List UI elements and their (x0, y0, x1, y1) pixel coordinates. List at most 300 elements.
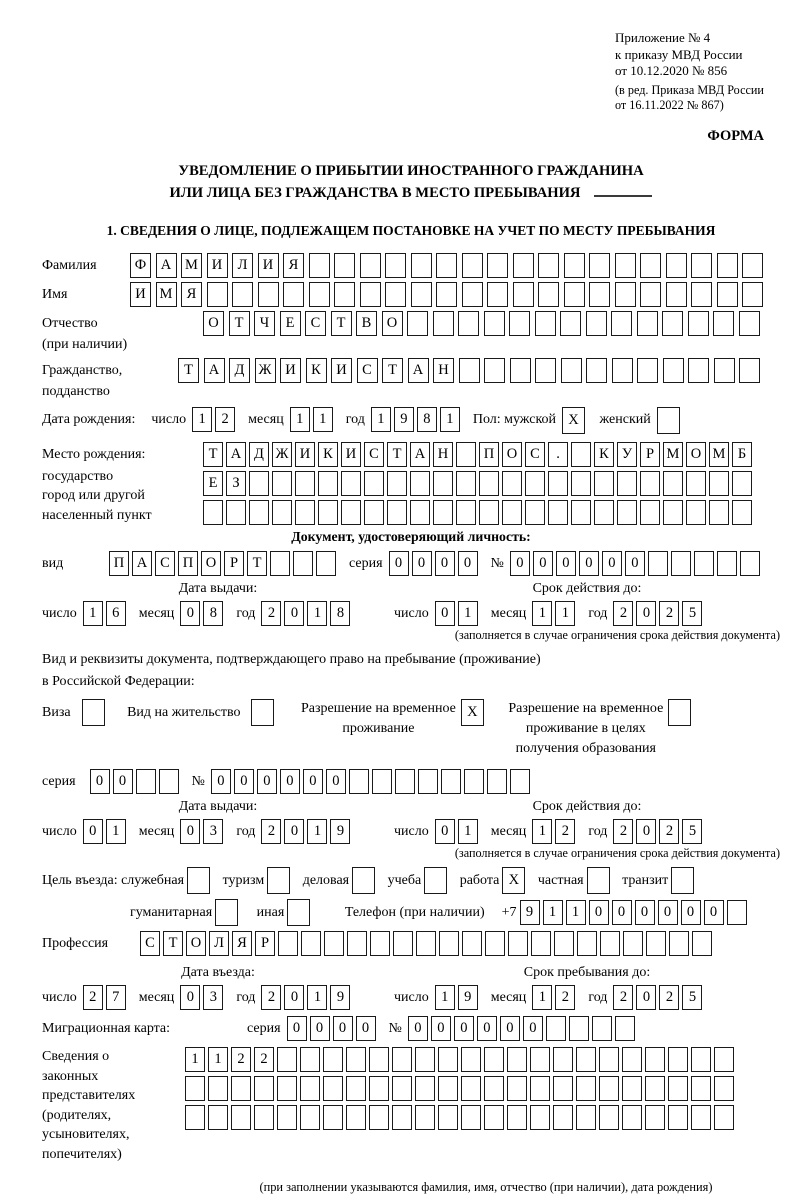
char-cell[interactable] (436, 282, 457, 307)
char-cell[interactable] (637, 311, 658, 336)
char-cell[interactable]: Д (229, 358, 250, 383)
char-cell[interactable]: 0 (533, 551, 553, 576)
char-cell[interactable] (203, 500, 223, 525)
char-cell[interactable] (739, 311, 760, 336)
char-cell[interactable]: 1 (566, 900, 586, 925)
char-cell[interactable]: Л (232, 253, 253, 278)
char-cell[interactable] (510, 358, 531, 383)
char-cell[interactable]: И (130, 282, 151, 307)
char-cell[interactable]: 3 (203, 985, 223, 1010)
char-cell[interactable]: П (178, 551, 198, 576)
char-cell[interactable]: С (364, 442, 384, 467)
char-cell[interactable] (410, 500, 430, 525)
char-cell[interactable]: Ж (272, 442, 292, 467)
char-cell[interactable]: 0 (310, 1016, 330, 1041)
char-cell[interactable] (436, 253, 457, 278)
char-cell[interactable] (576, 1047, 596, 1072)
char-cell[interactable] (671, 867, 694, 894)
char-cell[interactable] (668, 1047, 688, 1072)
char-cell[interactable]: О (186, 931, 206, 956)
char-cell[interactable] (622, 1047, 642, 1072)
char-cell[interactable] (589, 282, 610, 307)
char-cell[interactable] (576, 1076, 596, 1101)
char-cell[interactable]: И (331, 358, 352, 383)
char-cell[interactable] (283, 282, 304, 307)
char-cell[interactable]: 0 (356, 1016, 376, 1041)
char-cell[interactable] (484, 1105, 504, 1130)
char-cell[interactable] (727, 900, 747, 925)
char-cell[interactable]: 2 (254, 1047, 274, 1072)
char-cell[interactable] (560, 311, 581, 336)
char-cell[interactable]: В (356, 311, 377, 336)
char-cell[interactable] (461, 1105, 481, 1130)
char-cell[interactable] (538, 253, 559, 278)
char-cell[interactable] (484, 1047, 504, 1072)
char-cell[interactable]: 0 (389, 551, 409, 576)
char-cell[interactable] (415, 1105, 435, 1130)
char-cell[interactable] (185, 1105, 205, 1130)
char-cell[interactable] (433, 471, 453, 496)
char-cell[interactable]: 1 (543, 900, 563, 925)
char-cell[interactable] (717, 282, 738, 307)
char-cell[interactable]: 1 (458, 819, 478, 844)
char-cell[interactable] (411, 282, 432, 307)
char-cell[interactable] (300, 1105, 320, 1130)
char-cell[interactable]: 0 (612, 900, 632, 925)
char-cell[interactable]: 0 (602, 551, 622, 576)
char-cell[interactable] (592, 1016, 612, 1041)
char-cell[interactable] (254, 1076, 274, 1101)
char-cell[interactable] (487, 253, 508, 278)
char-cell[interactable]: 0 (234, 769, 254, 794)
char-cell[interactable] (594, 500, 614, 525)
char-cell[interactable] (387, 471, 407, 496)
char-cell[interactable]: Т (382, 358, 403, 383)
char-cell[interactable] (270, 551, 290, 576)
char-cell[interactable] (640, 471, 660, 496)
char-cell[interactable]: 2 (613, 601, 633, 626)
char-cell[interactable]: 1 (435, 985, 455, 1010)
char-cell[interactable]: Ч (254, 311, 275, 336)
char-cell[interactable] (617, 471, 637, 496)
char-cell[interactable] (385, 282, 406, 307)
char-cell[interactable]: 2 (659, 985, 679, 1010)
char-cell[interactable]: И (258, 253, 279, 278)
char-cell[interactable] (530, 1105, 550, 1130)
char-cell[interactable]: С (155, 551, 175, 576)
char-cell[interactable] (510, 769, 530, 794)
char-cell[interactable] (208, 1076, 228, 1101)
char-cell[interactable] (458, 311, 479, 336)
char-cell[interactable]: К (306, 358, 327, 383)
char-cell[interactable]: Т (163, 931, 183, 956)
char-cell[interactable] (717, 253, 738, 278)
char-cell[interactable] (548, 500, 568, 525)
char-cell[interactable]: 2 (613, 819, 633, 844)
char-cell[interactable]: 1 (458, 601, 478, 626)
char-cell[interactable] (323, 1105, 343, 1130)
char-cell[interactable]: 2 (261, 601, 281, 626)
char-cell[interactable] (691, 253, 712, 278)
char-cell[interactable]: А (226, 442, 246, 467)
char-cell[interactable] (714, 1105, 734, 1130)
char-cell[interactable]: 2 (83, 985, 103, 1010)
char-cell[interactable] (525, 500, 545, 525)
char-cell[interactable] (392, 1047, 412, 1072)
char-cell[interactable] (530, 1076, 550, 1101)
char-cell[interactable] (611, 311, 632, 336)
char-cell[interactable]: 3 (203, 819, 223, 844)
char-cell[interactable]: 9 (520, 900, 540, 925)
char-cell[interactable] (341, 500, 361, 525)
char-cell[interactable] (714, 1047, 734, 1072)
char-cell[interactable]: М (663, 442, 683, 467)
char-cell[interactable] (277, 1076, 297, 1101)
char-cell[interactable] (600, 931, 620, 956)
char-cell[interactable] (553, 1047, 573, 1072)
char-cell[interactable] (531, 931, 551, 956)
char-cell[interactable] (287, 899, 310, 926)
char-cell[interactable]: О (382, 311, 403, 336)
char-cell[interactable]: О (201, 551, 221, 576)
char-cell[interactable] (507, 1047, 527, 1072)
char-cell[interactable]: 0 (635, 900, 655, 925)
char-cell[interactable]: С (140, 931, 160, 956)
char-cell[interactable]: Е (203, 471, 223, 496)
char-cell[interactable] (393, 931, 413, 956)
char-cell[interactable] (554, 931, 574, 956)
char-cell[interactable] (462, 253, 483, 278)
char-cell[interactable] (732, 471, 752, 496)
char-cell[interactable]: 0 (579, 551, 599, 576)
char-cell[interactable] (300, 1047, 320, 1072)
char-cell[interactable]: Т (178, 358, 199, 383)
char-cell[interactable] (462, 931, 482, 956)
char-cell[interactable]: А (410, 442, 430, 467)
char-cell[interactable]: Р (224, 551, 244, 576)
char-cell[interactable]: 2 (659, 819, 679, 844)
char-cell[interactable] (418, 769, 438, 794)
char-cell[interactable] (691, 282, 712, 307)
char-cell[interactable]: 0 (431, 1016, 451, 1041)
char-cell[interactable] (599, 1047, 619, 1072)
char-cell[interactable] (615, 1016, 635, 1041)
char-cell[interactable]: 0 (287, 1016, 307, 1041)
char-cell[interactable] (272, 471, 292, 496)
char-cell[interactable] (577, 931, 597, 956)
char-cell[interactable]: 0 (408, 1016, 428, 1041)
char-cell[interactable] (347, 931, 367, 956)
char-cell[interactable]: 5 (682, 985, 702, 1010)
char-cell[interactable] (546, 1016, 566, 1041)
char-cell[interactable] (438, 1105, 458, 1130)
char-cell[interactable] (395, 769, 415, 794)
char-cell[interactable]: 2 (215, 407, 235, 432)
char-cell[interactable] (456, 500, 476, 525)
char-cell[interactable] (484, 1076, 504, 1101)
char-cell[interactable]: С (525, 442, 545, 467)
char-cell[interactable]: 0 (458, 551, 478, 576)
char-cell[interactable]: 8 (417, 407, 437, 432)
char-cell[interactable]: 0 (180, 601, 200, 626)
char-cell[interactable]: 7 (106, 985, 126, 1010)
char-cell[interactable] (663, 358, 684, 383)
char-cell[interactable]: 0 (477, 1016, 497, 1041)
char-cell[interactable]: 1 (555, 601, 575, 626)
char-cell[interactable]: Л (209, 931, 229, 956)
char-cell[interactable] (441, 769, 461, 794)
char-cell[interactable]: 5 (682, 601, 702, 626)
char-cell[interactable] (686, 471, 706, 496)
char-cell[interactable] (688, 358, 709, 383)
char-cell[interactable] (136, 769, 156, 794)
char-cell[interactable]: 0 (284, 819, 304, 844)
char-cell[interactable] (586, 311, 607, 336)
char-cell[interactable]: Р (255, 931, 275, 956)
char-cell[interactable]: 8 (330, 601, 350, 626)
char-cell[interactable] (668, 699, 691, 726)
char-cell[interactable] (424, 867, 447, 894)
char-cell[interactable] (645, 1105, 665, 1130)
char-cell[interactable] (692, 931, 712, 956)
char-cell[interactable] (509, 311, 530, 336)
char-cell[interactable] (714, 1076, 734, 1101)
char-cell[interactable] (461, 1076, 481, 1101)
char-cell[interactable]: 0 (704, 900, 724, 925)
char-cell[interactable]: 5 (682, 819, 702, 844)
char-cell[interactable]: 1 (106, 819, 126, 844)
char-cell[interactable] (513, 253, 534, 278)
char-cell[interactable]: О (686, 442, 706, 467)
char-cell[interactable] (277, 1047, 297, 1072)
char-cell[interactable]: Т (229, 311, 250, 336)
char-cell[interactable] (462, 282, 483, 307)
char-cell[interactable]: Ж (255, 358, 276, 383)
char-cell[interactable] (530, 1047, 550, 1072)
char-cell[interactable] (691, 1105, 711, 1130)
char-cell[interactable] (589, 253, 610, 278)
char-cell[interactable] (507, 1105, 527, 1130)
char-cell[interactable] (507, 1076, 527, 1101)
char-cell[interactable] (334, 282, 355, 307)
char-cell[interactable] (215, 899, 238, 926)
char-cell[interactable]: О (502, 442, 522, 467)
char-cell[interactable] (694, 551, 714, 576)
char-cell[interactable]: 0 (589, 900, 609, 925)
char-cell[interactable]: Н (433, 442, 453, 467)
char-cell[interactable] (666, 282, 687, 307)
char-cell[interactable]: М (181, 253, 202, 278)
char-cell[interactable] (349, 769, 369, 794)
char-cell[interactable] (663, 500, 683, 525)
char-cell[interactable] (479, 471, 499, 496)
char-cell[interactable] (309, 282, 330, 307)
char-cell[interactable] (318, 500, 338, 525)
char-cell[interactable]: И (207, 253, 228, 278)
char-cell[interactable]: 1 (192, 407, 212, 432)
char-cell[interactable] (648, 551, 668, 576)
char-cell[interactable]: 0 (636, 985, 656, 1010)
char-cell[interactable] (594, 471, 614, 496)
char-cell[interactable]: И (295, 442, 315, 467)
char-cell[interactable] (668, 1076, 688, 1101)
char-cell[interactable] (502, 471, 522, 496)
char-cell[interactable] (640, 253, 661, 278)
char-cell[interactable]: Р (640, 442, 660, 467)
char-cell[interactable] (484, 358, 505, 383)
char-cell[interactable] (301, 931, 321, 956)
char-cell[interactable] (415, 1076, 435, 1101)
char-cell[interactable] (323, 1047, 343, 1072)
char-cell[interactable] (640, 500, 660, 525)
char-cell[interactable]: 1 (532, 819, 552, 844)
char-cell[interactable] (668, 1105, 688, 1130)
char-cell[interactable] (369, 1076, 389, 1101)
char-cell[interactable] (346, 1047, 366, 1072)
char-cell[interactable]: У (617, 442, 637, 467)
char-cell[interactable]: Е (280, 311, 301, 336)
char-cell[interactable]: 1 (371, 407, 391, 432)
char-cell[interactable] (615, 253, 636, 278)
char-cell[interactable] (411, 253, 432, 278)
char-cell[interactable] (732, 500, 752, 525)
char-cell[interactable] (251, 699, 274, 726)
char-cell[interactable]: Я (232, 931, 252, 956)
char-cell[interactable] (599, 1076, 619, 1101)
char-cell[interactable]: 0 (658, 900, 678, 925)
char-cell[interactable]: 0 (333, 1016, 353, 1041)
char-cell[interactable] (267, 867, 290, 894)
char-cell[interactable]: Т (247, 551, 267, 576)
char-cell[interactable]: 0 (523, 1016, 543, 1041)
char-cell[interactable] (709, 471, 729, 496)
char-cell[interactable] (713, 311, 734, 336)
char-cell[interactable] (508, 931, 528, 956)
char-cell[interactable] (502, 500, 522, 525)
char-cell[interactable]: 1 (307, 819, 327, 844)
char-cell[interactable]: Н (433, 358, 454, 383)
char-cell[interactable] (571, 471, 591, 496)
char-cell[interactable] (686, 500, 706, 525)
char-cell[interactable]: М (709, 442, 729, 467)
char-cell[interactable] (341, 471, 361, 496)
char-cell[interactable] (487, 282, 508, 307)
char-cell[interactable]: С (305, 311, 326, 336)
char-cell[interactable] (185, 1076, 205, 1101)
char-cell[interactable] (657, 407, 680, 434)
char-cell[interactable] (346, 1076, 366, 1101)
char-cell[interactable] (295, 500, 315, 525)
char-cell[interactable]: Т (387, 442, 407, 467)
char-cell[interactable] (599, 1105, 619, 1130)
char-cell[interactable] (576, 1105, 596, 1130)
char-cell[interactable] (688, 311, 709, 336)
char-cell[interactable] (538, 282, 559, 307)
char-cell[interactable] (370, 931, 390, 956)
char-cell[interactable] (456, 471, 476, 496)
char-cell[interactable] (742, 253, 763, 278)
char-cell[interactable] (662, 311, 683, 336)
char-cell[interactable]: 6 (106, 601, 126, 626)
char-cell[interactable] (159, 769, 179, 794)
char-cell[interactable] (323, 1076, 343, 1101)
char-cell[interactable] (231, 1105, 251, 1130)
char-cell[interactable] (232, 282, 253, 307)
char-cell[interactable] (385, 253, 406, 278)
char-cell[interactable]: 2 (261, 985, 281, 1010)
char-cell[interactable]: X (461, 699, 484, 726)
char-cell[interactable]: И (341, 442, 361, 467)
char-cell[interactable] (637, 358, 658, 383)
char-cell[interactable] (717, 551, 737, 576)
char-cell[interactable] (535, 358, 556, 383)
char-cell[interactable]: К (318, 442, 338, 467)
char-cell[interactable] (622, 1105, 642, 1130)
char-cell[interactable]: 0 (500, 1016, 520, 1041)
char-cell[interactable]: 0 (625, 551, 645, 576)
char-cell[interactable]: 1 (307, 601, 327, 626)
char-cell[interactable]: К (594, 442, 614, 467)
char-cell[interactable] (364, 471, 384, 496)
char-cell[interactable]: 0 (113, 769, 133, 794)
char-cell[interactable] (392, 1105, 412, 1130)
char-cell[interactable]: 0 (284, 985, 304, 1010)
char-cell[interactable] (615, 282, 636, 307)
char-cell[interactable]: 2 (659, 601, 679, 626)
char-cell[interactable] (484, 311, 505, 336)
char-cell[interactable] (740, 551, 760, 576)
char-cell[interactable] (464, 769, 484, 794)
char-cell[interactable] (372, 769, 392, 794)
char-cell[interactable]: 1 (83, 601, 103, 626)
char-cell[interactable] (571, 500, 591, 525)
char-cell[interactable]: Я (181, 282, 202, 307)
char-cell[interactable]: З (226, 471, 246, 496)
char-cell[interactable] (208, 1105, 228, 1130)
char-cell[interactable]: 0 (83, 819, 103, 844)
char-cell[interactable]: X (502, 867, 525, 894)
char-cell[interactable] (459, 358, 480, 383)
char-cell[interactable]: 1 (185, 1047, 205, 1072)
char-cell[interactable]: 0 (412, 551, 432, 576)
char-cell[interactable] (438, 1076, 458, 1101)
char-cell[interactable]: А (132, 551, 152, 576)
char-cell[interactable] (364, 500, 384, 525)
char-cell[interactable] (316, 551, 336, 576)
char-cell[interactable]: 0 (180, 985, 200, 1010)
char-cell[interactable] (433, 500, 453, 525)
char-cell[interactable] (258, 282, 279, 307)
char-cell[interactable]: 0 (435, 551, 455, 576)
char-cell[interactable] (207, 282, 228, 307)
char-cell[interactable] (742, 282, 763, 307)
char-cell[interactable] (561, 358, 582, 383)
char-cell[interactable] (254, 1105, 274, 1130)
char-cell[interactable]: 1 (440, 407, 460, 432)
char-cell[interactable]: 9 (330, 985, 350, 1010)
char-cell[interactable] (553, 1076, 573, 1101)
char-cell[interactable] (513, 282, 534, 307)
char-cell[interactable]: 0 (303, 769, 323, 794)
char-cell[interactable] (324, 931, 344, 956)
char-cell[interactable] (571, 442, 591, 467)
char-cell[interactable] (438, 1047, 458, 1072)
char-cell[interactable] (278, 931, 298, 956)
char-cell[interactable]: 2 (555, 819, 575, 844)
char-cell[interactable]: И (280, 358, 301, 383)
char-cell[interactable]: А (408, 358, 429, 383)
char-cell[interactable]: 1 (532, 601, 552, 626)
